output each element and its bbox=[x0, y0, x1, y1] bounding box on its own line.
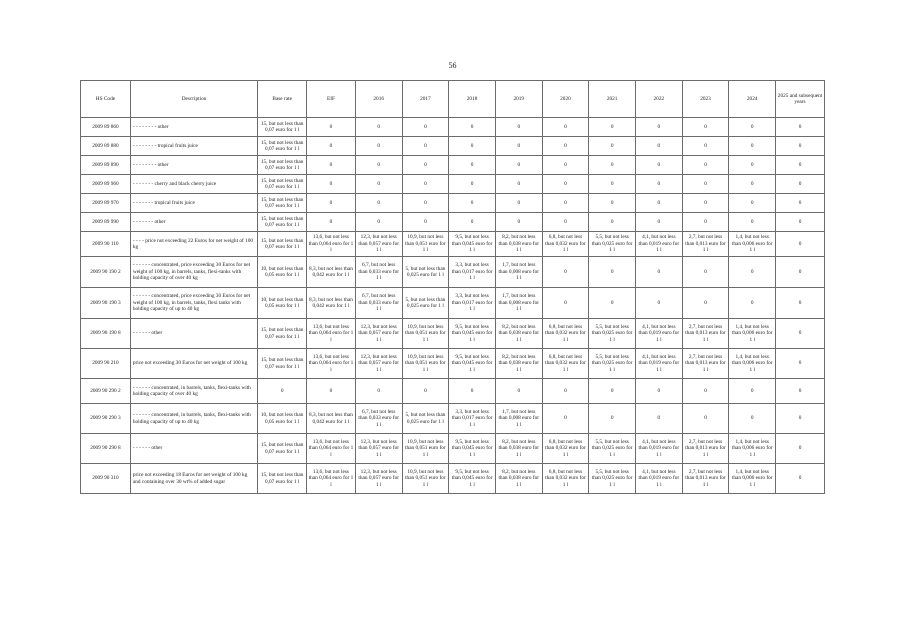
rate-cell: 6,7, but not less than 0,033 euro for 1 l bbox=[355, 288, 402, 319]
tariff-schedule-table bbox=[80, 80, 825, 494]
table-row bbox=[81, 137, 825, 156]
rate-cell: 0 bbox=[776, 232, 825, 257]
rate-cell: 12,3, but not less than 0,057 euro for 1 l bbox=[355, 464, 402, 494]
hs-code-cell: 2009 89 890 bbox=[81, 156, 131, 175]
rate-cell: 8,3, but not less than 0,042 euro for 1 l bbox=[307, 257, 356, 288]
rate-cell: 0 bbox=[402, 213, 449, 232]
rate-cell: 0 bbox=[589, 118, 636, 137]
rate-cell: 1,4, but not less than 0,006 euro for 1 l bbox=[729, 464, 776, 494]
rate-cell: 5,5, but not less than 0,025 euro for 1 l bbox=[589, 464, 636, 494]
rate-cell: 0 bbox=[682, 118, 729, 137]
rate-cell: 0 bbox=[307, 213, 356, 232]
column-header: 2023 bbox=[682, 81, 729, 118]
rate-cell: 0 bbox=[729, 404, 776, 434]
column-header: 2025 and subsequent years bbox=[776, 81, 825, 118]
column-header: 2024 bbox=[729, 81, 776, 118]
rate-cell: 13,6, but not less than 0,064 euro for 1 l bbox=[307, 464, 356, 494]
rate-cell: 5,5, but not less than 0,025 euro for 1 l bbox=[589, 319, 636, 349]
rate-cell: 2,7, but not less than 0,013 euro for 1 l bbox=[682, 319, 729, 349]
column-header: HS Code bbox=[81, 81, 131, 118]
rate-cell: 0 bbox=[495, 379, 542, 404]
rate-cell: 0 bbox=[729, 156, 776, 175]
rate-cell: 0 bbox=[776, 194, 825, 213]
rate-cell: 0 bbox=[682, 404, 729, 434]
rate-cell: 0 bbox=[729, 137, 776, 156]
rate-cell: 3,3, but not less than 0,017 euro for 1 l bbox=[449, 404, 496, 434]
rate-cell: 0 bbox=[589, 379, 636, 404]
description-cell: - - - - - - - other bbox=[130, 213, 257, 232]
rate-cell: 8,2, but not less than 0,038 euro for 1 l bbox=[495, 349, 542, 379]
rate-cell: 10,9, but not less than 0,051 euro for 1 l bbox=[402, 232, 449, 257]
rate-cell: 0 bbox=[776, 404, 825, 434]
base-rate-cell: 15, but not less than 0,07 euro for 1 l bbox=[258, 175, 307, 194]
hs-code-cell: 2009 89 960 bbox=[81, 175, 131, 194]
base-rate-cell: 15, but not less than 0,07 euro for 1 l bbox=[258, 156, 307, 175]
column-header: Description bbox=[130, 81, 257, 118]
rate-cell: 0 bbox=[307, 137, 356, 156]
rate-cell: 13,6, but not less than 0,064 euro for 1 l bbox=[307, 319, 356, 349]
base-rate-cell: 10, but not less than 0,05 euro for 1 l bbox=[258, 404, 307, 434]
rate-cell: 0 bbox=[776, 464, 825, 494]
rate-cell: 2,7, but not less than 0,013 euro for 1 l bbox=[682, 232, 729, 257]
hs-code-cell: 2009 90 290 8 bbox=[81, 434, 131, 464]
rate-cell: 1,4, but not less than 0,006 euro for 1 l bbox=[729, 232, 776, 257]
rate-cell: 0 bbox=[542, 175, 589, 194]
rate-cell: 10,9, but not less than 0,051 euro for 1 l bbox=[402, 349, 449, 379]
rate-cell: 0 bbox=[776, 288, 825, 319]
rate-cell: 0 bbox=[449, 379, 496, 404]
rate-cell: 0 bbox=[355, 194, 402, 213]
rate-cell: 0 bbox=[729, 194, 776, 213]
rate-cell: 1,7, but not less than 0,008 euro for 1 l bbox=[495, 288, 542, 319]
rate-cell: 1,7, but not less than 0,008 euro for 1 l bbox=[495, 257, 542, 288]
hs-code-cell: 2009 89 860 bbox=[81, 118, 131, 137]
rate-cell: 9,5, but not less than 0,045 euro for 1 l bbox=[449, 349, 496, 379]
rate-cell: 0 bbox=[635, 379, 682, 404]
rate-cell: 0 bbox=[776, 379, 825, 404]
rate-cell: 0 bbox=[307, 156, 356, 175]
hs-code-cell: 2009 90 110 bbox=[81, 232, 131, 257]
base-rate-cell: 15, but not less than 0,07 euro for 1 l bbox=[258, 464, 307, 494]
rate-cell: 5,5, but not less than 0,025 euro for 1 l bbox=[589, 434, 636, 464]
column-header: Base rate bbox=[258, 81, 307, 118]
rate-cell: 8,2, but not less than 0,038 euro for 1 l bbox=[495, 319, 542, 349]
rate-cell: 0 bbox=[542, 404, 589, 434]
description-cell: price not exceeding 18 Euros for net weight of 100 kg and containing over 30 wt% of added sugar bbox=[130, 464, 257, 494]
rate-cell: 0 bbox=[729, 118, 776, 137]
rate-cell: 0 bbox=[776, 349, 825, 379]
table-row bbox=[81, 175, 825, 194]
rate-cell: 0 bbox=[449, 175, 496, 194]
rate-cell: 0 bbox=[495, 137, 542, 156]
rate-cell: 6,8, but not less than 0,032 euro for 1 l bbox=[542, 232, 589, 257]
rate-cell: 6,8, but not less than 0,032 euro for 1 l bbox=[542, 319, 589, 349]
description-cell: - - - - - - - tropical fruits juice bbox=[130, 194, 257, 213]
rate-cell: 5, but not less than 0,025 euro for 1 l bbox=[402, 257, 449, 288]
rate-cell: 0 bbox=[729, 257, 776, 288]
rate-cell: 0 bbox=[729, 213, 776, 232]
rate-cell: 6,8, but not less than 0,032 euro for 1 l bbox=[542, 434, 589, 464]
rate-cell: 0 bbox=[776, 156, 825, 175]
rate-cell: 0 bbox=[635, 118, 682, 137]
rate-cell: 0 bbox=[355, 379, 402, 404]
rate-cell: 10,9, but not less than 0,051 euro for 1 l bbox=[402, 319, 449, 349]
rate-cell: 0 bbox=[635, 404, 682, 434]
base-rate-cell: 15, but not less than 0,07 euro for 1 l bbox=[258, 137, 307, 156]
rate-cell: 0 bbox=[776, 118, 825, 137]
rate-cell: 2,7, but not less than 0,013 euro for 1 l bbox=[682, 434, 729, 464]
rate-cell: 0 bbox=[495, 175, 542, 194]
column-header: 2021 bbox=[589, 81, 636, 118]
rate-cell: 4,1, but not less than 0,019 euro for 1 l bbox=[635, 464, 682, 494]
rate-cell: 8,3, but not less than 0,042 euro for 1 l bbox=[307, 288, 356, 319]
rate-cell: 6,8, but not less than 0,032 euro for 1 l bbox=[542, 349, 589, 379]
base-rate-cell: 15, but not less than 0,07 euro for 1 l bbox=[258, 194, 307, 213]
rate-cell: 0 bbox=[589, 257, 636, 288]
base-rate-cell: 10, but not less than 0,05 euro for 1 l bbox=[258, 288, 307, 319]
rate-cell: 0 bbox=[449, 213, 496, 232]
rate-cell: 0 bbox=[307, 118, 356, 137]
base-rate-cell: 15, but not less than 0,07 euro for 1 l bbox=[258, 434, 307, 464]
rate-cell: 0 bbox=[729, 175, 776, 194]
description-cell: - - - - - - concentrated, in barrels, tanks, flexi-tanks with holding capacity of up to 40 kg bbox=[130, 404, 257, 434]
rate-cell: 0 bbox=[402, 175, 449, 194]
base-rate-cell: 15, but not less than 0,07 euro for 1 l bbox=[258, 213, 307, 232]
rate-cell: 0 bbox=[355, 213, 402, 232]
rate-cell: 13,6, but not less than 0,064 euro for 1 l bbox=[307, 434, 356, 464]
description-cell: - - - - price not exceeding 22 Euros for net weight of 100 kg bbox=[130, 232, 257, 257]
description-cell: - - - - - - - - other bbox=[130, 156, 257, 175]
table-row bbox=[81, 118, 825, 137]
rate-cell: 12,3, but not less than 0,057 euro for 1 l bbox=[355, 434, 402, 464]
rate-cell: 0 bbox=[776, 175, 825, 194]
rate-cell: 0 bbox=[449, 118, 496, 137]
rate-cell: 0 bbox=[635, 213, 682, 232]
description-cell: - - - - - - concentrated, in barrels, tanks, flexi-tanks with holding capacity of over 40 kg bbox=[130, 379, 257, 404]
rate-cell: 6,8, but not less than 0,032 euro for 1 l bbox=[542, 464, 589, 494]
rate-cell: 13,6, but not less than 0,064 euro for 1 l bbox=[307, 349, 356, 379]
hs-code-cell: 2009 90 290 3 bbox=[81, 404, 131, 434]
rate-cell: 4,1, but not less than 0,019 euro for 1 l bbox=[635, 232, 682, 257]
description-cell: - - - - - - - - tropical fruits juice bbox=[130, 137, 257, 156]
base-rate-cell: 15, but not less than 0,07 euro for 1 l bbox=[258, 232, 307, 257]
rate-cell: 0 bbox=[682, 288, 729, 319]
rate-cell: 2,7, but not less than 0,013 euro for 1 l bbox=[682, 464, 729, 494]
rate-cell: 0 bbox=[682, 257, 729, 288]
description-cell: - - - - - - concentrated, price exceeding 30 Euros for net weight of 100 kg, in barrels, tanks, flexi-tanks with holding capacity of over 40 kg bbox=[130, 257, 257, 288]
table-row bbox=[81, 194, 825, 213]
rate-cell: 8,2, but not less than 0,038 euro for 1 l bbox=[495, 434, 542, 464]
table-row bbox=[81, 434, 825, 464]
rate-cell: 0 bbox=[776, 319, 825, 349]
rate-cell: 0 bbox=[449, 156, 496, 175]
hs-code-cell: 2009 90 310 bbox=[81, 464, 131, 494]
rate-cell: 10,9, but not less than 0,051 euro for 1 l bbox=[402, 434, 449, 464]
rate-cell: 0 bbox=[589, 288, 636, 319]
table-row bbox=[81, 288, 825, 319]
rate-cell: 1,7, but not less than 0,008 euro for 1 l bbox=[495, 404, 542, 434]
rate-cell: 0 bbox=[776, 213, 825, 232]
rate-cell: 0 bbox=[635, 137, 682, 156]
rate-cell: 0 bbox=[449, 194, 496, 213]
rate-cell: 10,9, but not less than 0,051 euro for 1 l bbox=[402, 464, 449, 494]
rate-cell: 3,3, but not less than 0,017 euro for 1 l bbox=[449, 257, 496, 288]
rate-cell: 5, but not less than 0,025 euro for 1 l bbox=[402, 404, 449, 434]
rate-cell: 0 bbox=[589, 213, 636, 232]
rate-cell: 8,2, but not less than 0,038 euro for 1 l bbox=[495, 464, 542, 494]
rate-cell: 0 bbox=[542, 379, 589, 404]
description-cell: price not exceeding 30 Euros for net weight of 100 kg bbox=[130, 349, 257, 379]
rate-cell: 0 bbox=[495, 194, 542, 213]
rate-cell: 0 bbox=[542, 137, 589, 156]
rate-cell: 9,5, but not less than 0,045 euro for 1 l bbox=[449, 319, 496, 349]
hs-code-cell: 2009 89 990 bbox=[81, 213, 131, 232]
rate-cell: 4,1, but not less than 0,019 euro for 1 l bbox=[635, 434, 682, 464]
hs-code-cell: 2009 90 190 2 bbox=[81, 257, 131, 288]
rate-cell: 0 bbox=[307, 194, 356, 213]
description-cell: - - - - - - other bbox=[130, 319, 257, 349]
rate-cell: 0 bbox=[307, 379, 356, 404]
column-header: 2020 bbox=[542, 81, 589, 118]
rate-cell: 0 bbox=[495, 156, 542, 175]
rate-cell: 2,7, but not less than 0,013 euro for 1 l bbox=[682, 349, 729, 379]
rate-cell: 0 bbox=[495, 118, 542, 137]
rate-cell: 0 bbox=[542, 118, 589, 137]
rate-cell: 5, but not less than 0,025 euro for 1 l bbox=[402, 288, 449, 319]
rate-cell: 0 bbox=[307, 175, 356, 194]
rate-cell: 1,4, but not less than 0,006 euro for 1 l bbox=[729, 349, 776, 379]
rate-cell: 0 bbox=[355, 137, 402, 156]
table-row bbox=[81, 156, 825, 175]
rate-cell: 0 bbox=[542, 213, 589, 232]
table-row bbox=[81, 232, 825, 257]
rate-cell: 0 bbox=[635, 257, 682, 288]
rate-cell: 1,4, but not less than 0,006 euro for 1 l bbox=[729, 434, 776, 464]
hs-code-cell: 2009 90 210 bbox=[81, 349, 131, 379]
rate-cell: 6,7, but not less than 0,033 euro for 1 l bbox=[355, 404, 402, 434]
rate-cell: 12,3, but not less than 0,057 euro for 1 l bbox=[355, 232, 402, 257]
base-rate-cell: 0 bbox=[258, 379, 307, 404]
rate-cell: 0 bbox=[542, 288, 589, 319]
rate-cell: 0 bbox=[589, 404, 636, 434]
rate-cell: 0 bbox=[682, 213, 729, 232]
rate-cell: 0 bbox=[729, 379, 776, 404]
description-cell: - - - - - - - - other bbox=[130, 118, 257, 137]
rate-cell: 0 bbox=[776, 137, 825, 156]
table-row bbox=[81, 257, 825, 288]
rate-cell: 13,6, but not less than 0,064 euro for 1 l bbox=[307, 232, 356, 257]
rate-cell: 0 bbox=[635, 156, 682, 175]
rate-cell: 5,5, but not less than 0,025 euro for 1 l bbox=[589, 349, 636, 379]
base-rate-cell: 15, but not less than 0,07 euro for 1 l bbox=[258, 319, 307, 349]
table-row bbox=[81, 213, 825, 232]
base-rate-cell: 10, but not less than 0,05 euro for 1 l bbox=[258, 257, 307, 288]
base-rate-cell: 15, but not less than 0,07 euro for 1 l bbox=[258, 118, 307, 137]
column-header: 2018 bbox=[449, 81, 496, 118]
rate-cell: 3,3, but not less than 0,017 euro for 1 l bbox=[449, 288, 496, 319]
rate-cell: 0 bbox=[682, 175, 729, 194]
rate-cell: 0 bbox=[589, 137, 636, 156]
table-body bbox=[81, 118, 825, 494]
rate-cell: 12,3, but not less than 0,057 euro for 1 l bbox=[355, 349, 402, 379]
column-header: EIF bbox=[307, 81, 356, 118]
rate-cell: 0 bbox=[402, 194, 449, 213]
column-header: 2022 bbox=[635, 81, 682, 118]
rate-cell: 0 bbox=[635, 194, 682, 213]
rate-cell: 0 bbox=[542, 257, 589, 288]
description-cell: - - - - - - - cherry and black cherry juice bbox=[130, 175, 257, 194]
rate-cell: 0 bbox=[402, 118, 449, 137]
table-row bbox=[81, 464, 825, 494]
rate-cell: 0 bbox=[589, 175, 636, 194]
hs-code-cell: 2009 89 880 bbox=[81, 137, 131, 156]
hs-code-cell: 2009 90 290 2 bbox=[81, 379, 131, 404]
rate-cell: 8,2, but not less than 0,038 euro for 1 l bbox=[495, 232, 542, 257]
table-row bbox=[81, 319, 825, 349]
rate-cell: 9,5, but not less than 0,045 euro for 1 l bbox=[449, 232, 496, 257]
rate-cell: 0 bbox=[682, 156, 729, 175]
rate-cell: 0 bbox=[402, 156, 449, 175]
column-header: 2019 bbox=[495, 81, 542, 118]
description-cell: - - - - - - concentrated, price exceeding 30 Euros for net weight of 100 kg, in barrels, tanks, flexi tanks with holding capacity of up to 40 kg bbox=[130, 288, 257, 319]
rate-cell: 0 bbox=[355, 156, 402, 175]
table-row bbox=[81, 349, 825, 379]
rate-cell: 0 bbox=[682, 379, 729, 404]
rate-cell: 0 bbox=[402, 379, 449, 404]
table-row bbox=[81, 379, 825, 404]
table-row bbox=[81, 404, 825, 434]
rate-cell: 0 bbox=[495, 213, 542, 232]
rate-cell: 12,3, but not less than 0,057 euro for 1 l bbox=[355, 319, 402, 349]
header-row bbox=[81, 81, 825, 118]
page-number: 56 bbox=[448, 61, 457, 70]
rate-cell: 0 bbox=[402, 137, 449, 156]
base-rate-cell: 15, but not less than 0,07 euro for 1 l bbox=[258, 349, 307, 379]
rate-cell: 8,3, but not less than 0,042 euro for 1 l bbox=[307, 404, 356, 434]
column-header: 2017 bbox=[402, 81, 449, 118]
hs-code-cell: 2009 90 190 3 bbox=[81, 288, 131, 319]
rate-cell: 0 bbox=[589, 194, 636, 213]
rate-cell: 0 bbox=[776, 257, 825, 288]
rate-cell: 0 bbox=[635, 175, 682, 194]
rate-cell: 0 bbox=[542, 156, 589, 175]
rate-cell: 0 bbox=[355, 118, 402, 137]
rate-cell: 9,5, but not less than 0,045 euro for 1 l bbox=[449, 464, 496, 494]
rate-cell: 0 bbox=[682, 194, 729, 213]
hs-code-cell: 2009 90 190 8 bbox=[81, 319, 131, 349]
rate-cell: 4,1, but not less than 0,019 euro for 1 l bbox=[635, 319, 682, 349]
rate-cell: 0 bbox=[682, 137, 729, 156]
rate-cell: 0 bbox=[355, 175, 402, 194]
rate-cell: 0 bbox=[449, 137, 496, 156]
rate-cell: 0 bbox=[635, 288, 682, 319]
rate-cell: 0 bbox=[729, 288, 776, 319]
description-cell: - - - - - - other bbox=[130, 434, 257, 464]
column-header: 2016 bbox=[355, 81, 402, 118]
rate-cell: 1,4, but not less than 0,006 euro for 1 l bbox=[729, 319, 776, 349]
rate-cell: 0 bbox=[589, 156, 636, 175]
rate-cell: 0 bbox=[542, 194, 589, 213]
rate-cell: 6,7, but not less than 0,033 euro for 1 l bbox=[355, 257, 402, 288]
hs-code-cell: 2009 89 970 bbox=[81, 194, 131, 213]
rate-cell: 5,5, but not less than 0,025 euro for 1 l bbox=[589, 232, 636, 257]
rate-cell: 9,5, but not less than 0,045 euro for 1 l bbox=[449, 434, 496, 464]
rate-cell: 4,1, but not less than 0,019 euro for 1 l bbox=[635, 349, 682, 379]
rate-cell: 0 bbox=[776, 434, 825, 464]
